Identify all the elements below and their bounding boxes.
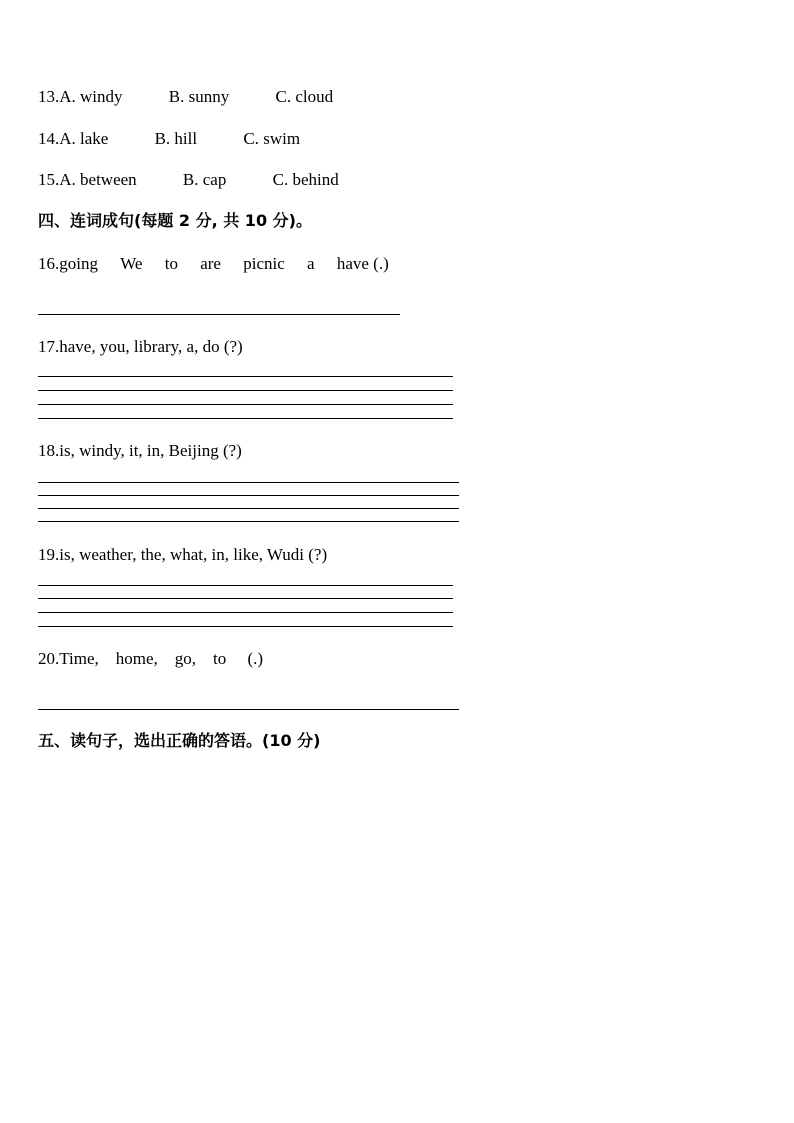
option-b: B. sunny — [168, 87, 230, 106]
word: to — [164, 254, 178, 273]
option-b: B. cap — [182, 170, 227, 189]
word: going — [59, 254, 98, 273]
question-14 — [38, 129, 300, 149]
section-5-heading: 五、读句子，选出正确的答语。(10 分) — [38, 731, 321, 750]
question-16 — [38, 254, 389, 274]
answer-line — [38, 598, 453, 599]
question-number: 13. — [38, 87, 60, 106]
question-18: 18.is, windy, it, in, Beijing (?) — [38, 441, 242, 460]
question-19: 19.is, weather, the, what, in, like, Wudi (?) — [38, 545, 328, 564]
question-number: 15. — [38, 170, 60, 189]
option-a: A. between — [59, 170, 137, 189]
answer-line — [38, 495, 459, 496]
question-15 — [38, 170, 339, 190]
answer-line — [38, 482, 459, 483]
answer-line — [38, 508, 459, 509]
option-c: C. cloud — [275, 87, 334, 106]
answer-line — [38, 709, 459, 710]
question-number: 14. — [38, 129, 60, 148]
question-20: 20.Time, home, go, to (.) — [38, 649, 264, 668]
answer-line — [38, 418, 453, 419]
answer-line — [38, 585, 453, 586]
answer-line — [38, 521, 459, 522]
word: We — [120, 254, 143, 273]
answer-line — [38, 314, 400, 315]
word: have — [336, 254, 369, 273]
answer-line — [38, 626, 453, 627]
answer-line — [38, 612, 453, 613]
option-b: B. hill — [154, 129, 198, 148]
word: a — [307, 254, 315, 273]
option-a: A. lake — [59, 129, 109, 148]
word: picnic — [243, 254, 285, 273]
option-c: C. behind — [272, 170, 339, 189]
answer-line — [38, 376, 453, 377]
question-13 — [38, 87, 333, 107]
end-punctuation: (.) — [373, 254, 389, 273]
option-a: A. windy — [59, 87, 123, 106]
section-4-heading: 四、连词成句(每题 2 分, 共 10 分)。 — [38, 211, 312, 230]
answer-line — [38, 404, 453, 405]
question-number: 16. — [38, 254, 60, 273]
option-c: C. swim — [243, 129, 301, 148]
word: are — [200, 254, 221, 273]
question-17: 17.have, you, library, a, do (?) — [38, 337, 243, 356]
answer-line — [38, 390, 453, 391]
